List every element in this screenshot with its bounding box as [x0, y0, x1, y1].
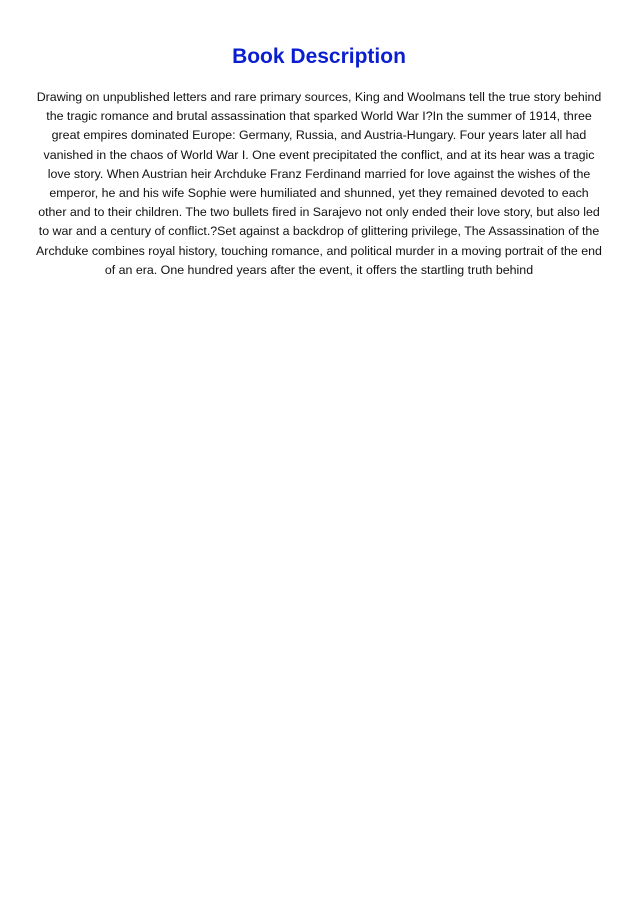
page-title: Book Description [232, 45, 406, 68]
book-description-text: Drawing on unpublished letters and rare primary sources, King and Woolmans tell the true story behind the tragic romance and brutal assassination that sparked World War I?In the summer of 1914, three great empires dominated Europe: Germany, Russia, and Austria-Hungary. Four years later all had vanished in the chaos of World War I. One event precipitated the conflict, and at its hear was a tragic love story. When Austrian heir Archduke Franz Ferdinand married for love against the wishes of the emperor, he and his wife Sophie were humiliated and shunned, yet they remained devoted to each other and to their children. The two bullets fired in Sarajevo not only ended their love story, but also led to war and a century of conflict.?Set against a backdrop of glittering privilege, The Assassination of the Archduke combines royal history, touching romance, and political murder in a moving portrait of the end of an era. One hundred years after the event, it offers the startling truth behind [36, 90, 602, 277]
